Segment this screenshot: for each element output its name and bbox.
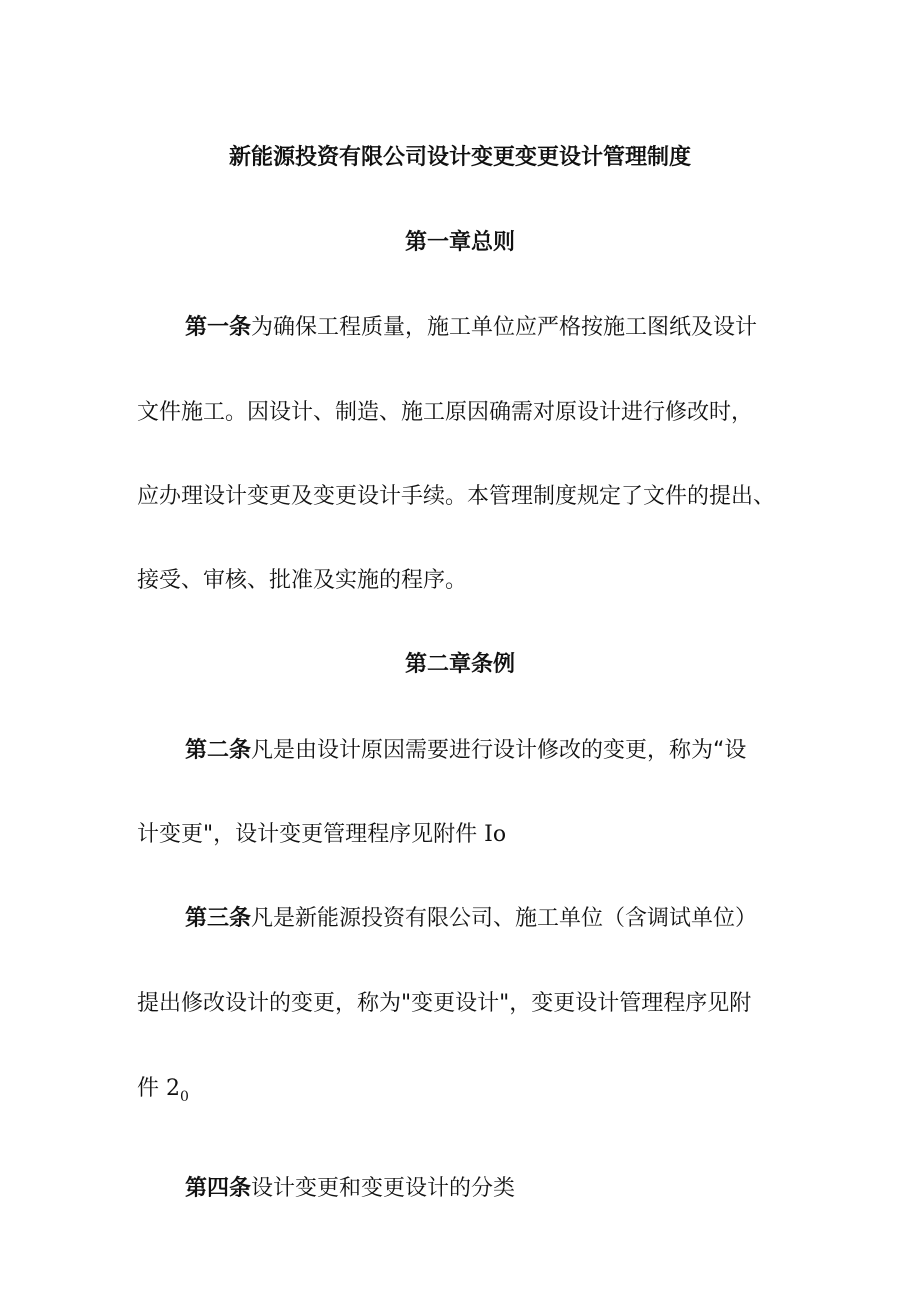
article-2-line-1 — [185, 736, 746, 766]
article-4-text: 设计变更和变更设计的分类 — [251, 1176, 516, 1201]
article-1-line-3: 应办理设计变更及变更设计手续。本管理制度规定了文件的提出、 — [137, 484, 776, 509]
article-3-attachment-num: 2 — [166, 1076, 181, 1101]
article-4-line-1 — [185, 1174, 515, 1204]
article-2-text-2: 计变更"，设计变更管理程序见附件 — [137, 822, 478, 847]
article-3-line-3 — [137, 1074, 189, 1112]
article-3-attachment-sub: 0 — [180, 1089, 189, 1105]
chapter-1-heading: 第一章总则 — [404, 230, 515, 255]
article-2-attachment-ref: Io — [484, 822, 507, 847]
article-1-line-4: 接受、审核、批准及实施的程序。 — [137, 568, 468, 593]
article-3-label: 第三条 — [185, 906, 252, 931]
article-3-line-2: 提出修改设计的变更，称为"变更设计"，变更设计管理程序见附 — [137, 991, 752, 1016]
article-1-label: 第一条 — [185, 315, 252, 340]
article-3-text-3: 件 — [137, 1076, 160, 1101]
article-3-text-1: 凡是新能源投资有限公司、施工单位（含调试单位） — [251, 906, 758, 931]
article-4-label: 第四条 — [185, 1176, 252, 1201]
chapter-2-heading: 第二章条例 — [404, 652, 515, 677]
article-1-text-1: 为确保工程质量，施工单位应严格按施工图纸及设计 — [251, 315, 758, 340]
article-2-text-1: 凡是由设计原因需要进行设计修改的变更，称为“设 — [251, 738, 747, 763]
article-2-label: 第二条 — [185, 738, 252, 763]
article-1-line-1 — [185, 313, 757, 343]
article-1-line-2: 文件施工。因设计、制造、施工原因确需对原设计进行修改时， — [137, 400, 754, 425]
article-3-line-1 — [185, 904, 757, 934]
document-title: 新能源投资有限公司设计变更变更设计管理制度 — [228, 145, 691, 170]
article-2-line-2 — [137, 820, 506, 850]
